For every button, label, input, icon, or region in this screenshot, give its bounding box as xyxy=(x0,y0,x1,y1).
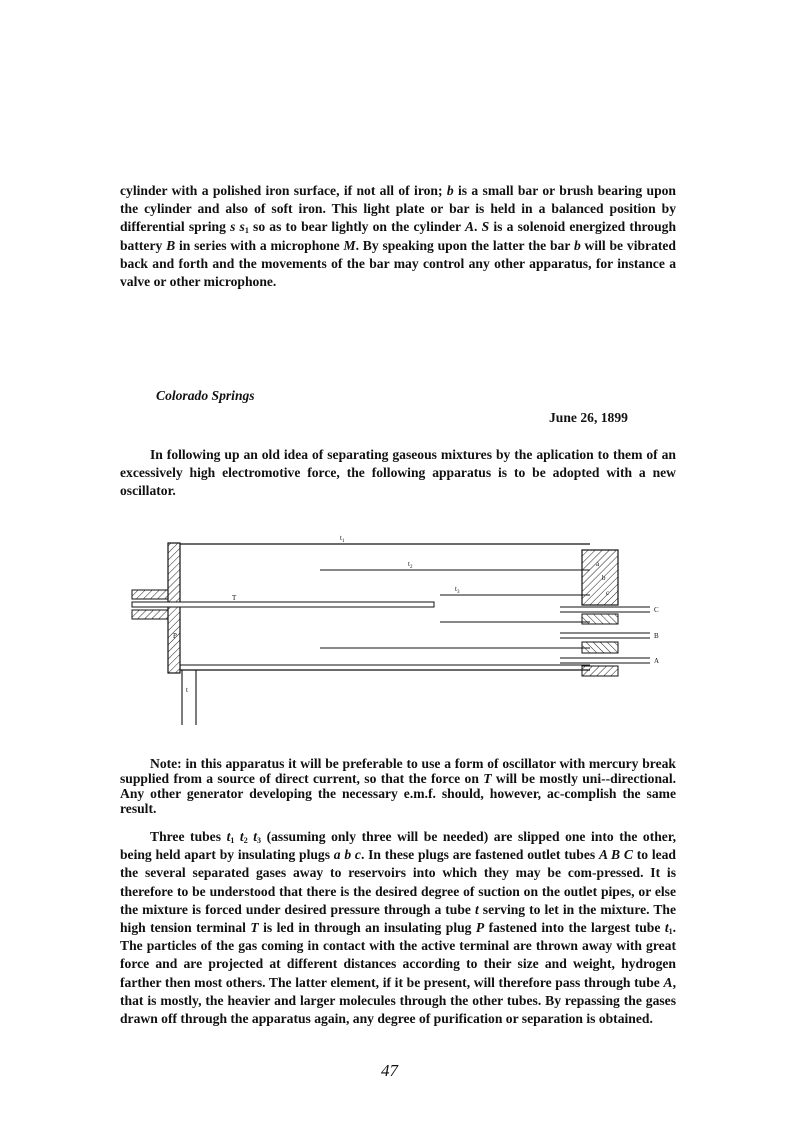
variable-b: b xyxy=(573,237,581,253)
subscript: 1 xyxy=(668,927,673,937)
paragraph-cylinder-description xyxy=(120,182,676,291)
label-outlet-A: A xyxy=(654,657,660,665)
variable-t: t xyxy=(226,829,231,844)
variable-abc: a b c xyxy=(333,847,361,863)
variable-s: s s xyxy=(230,219,245,235)
text-run: in series with a microphone xyxy=(175,237,344,253)
subscript: 1 xyxy=(230,836,235,845)
gas-separator-diagram xyxy=(120,530,680,730)
entry-place: Colorado Springs xyxy=(156,388,255,403)
text-run: . By speaking upon the latter the bar xyxy=(355,237,574,253)
paragraph-three-tubes xyxy=(120,828,676,1028)
variable-A: A xyxy=(663,974,673,990)
variable-ABC: A B C xyxy=(598,847,633,863)
label-outlet-C: C xyxy=(654,606,659,614)
text-run: . The particles of the gas coming in contact with the active terminal are thrown away with great force and are projected at different distances according to their size and weight, hydrogen farther then most others. The latter element, if it be present, will therefore pass through tube xyxy=(120,920,677,990)
label-b: b xyxy=(602,574,606,582)
subscript: 1 xyxy=(244,226,249,236)
subscript: 3 xyxy=(257,836,262,845)
label-outlet-B: B xyxy=(654,632,659,640)
label-c: c xyxy=(606,589,610,597)
label-P: P xyxy=(173,632,177,640)
text-run: is a small bar or brush bearing upon the cylinder and also of soft iron. This light plate or bar is held in a balanced position by differential spring xyxy=(120,183,676,235)
label-t1: $t_1$ xyxy=(340,534,345,544)
label-t: t xyxy=(186,686,188,694)
note-heading: Note: xyxy=(150,756,182,771)
text-run: will be mostly uni--directional. Any other generator developing the necessary e.m.f. should, however, ac-complish the same result. xyxy=(120,771,677,816)
text-run: serving to let in the mixture. The high tension terminal xyxy=(120,901,676,936)
text-run: is a solenoid energized through battery xyxy=(120,219,677,253)
page-number: 47 xyxy=(381,1061,398,1080)
variable-t: t xyxy=(474,901,479,917)
text-run: . In these plugs are fastened outlet tubes xyxy=(360,847,599,863)
label-t3: $t_3$ xyxy=(455,585,460,595)
insulating-collar-upper xyxy=(132,590,168,599)
variable-t: t xyxy=(239,829,244,844)
text-run: is led in through an insulating plug xyxy=(258,920,476,936)
label-t2: $t_2$ xyxy=(408,560,413,570)
insulating-collar-lower xyxy=(132,610,168,619)
text-run: (assuming only three will be needed) are slipped one into the other, being held apart by insulating plugs xyxy=(120,829,677,863)
subscript: 2 xyxy=(243,836,248,845)
variable-A: A xyxy=(464,219,475,235)
text-run: , that is mostly, the heavier and larger molecules through the other tubes. By repassing the gases drawn off through the apparatus again, any degree of purification or separation is obtained. xyxy=(120,974,676,1027)
text-run: . xyxy=(474,219,482,235)
text-run: to lead the several separated gases away to reservoirs into which they may be com-pressed. It is therefore to be understood that there is the desired degree of suction on the outlet pipes, or else the mixture is forced under desired pressure through a tube xyxy=(120,847,676,917)
terminal-T xyxy=(132,602,434,607)
variable-T: T xyxy=(250,920,259,936)
plug-lower xyxy=(582,666,618,676)
variable-P: P xyxy=(475,920,485,936)
paragraph-note xyxy=(120,756,676,816)
label-a: a xyxy=(596,560,600,568)
plug-c xyxy=(582,642,618,653)
label-T: T xyxy=(232,594,237,602)
plug-P xyxy=(168,543,180,673)
variable-T: T xyxy=(483,771,492,786)
text-run: in this apparatus it will be preferable to use a form of oscillator with mercury break supplied from a source of direct current, so that the force on xyxy=(120,756,676,786)
text-run: so as to bear lightly on the cylinder xyxy=(248,219,465,235)
text-run: Three tubes xyxy=(150,829,227,844)
text-run: will be vibrated back and forth and the movements of the bar may control any other apparatus, for instance a valve or other microphone. xyxy=(120,237,676,290)
variable-t: t xyxy=(253,829,258,844)
entry-date: June 26, 1899 xyxy=(549,410,628,425)
variable-S: S xyxy=(481,219,490,235)
plug-b xyxy=(582,614,618,624)
text-run: cylinder with a polished iron surface, if not all of iron; xyxy=(120,183,447,198)
variable-t: t xyxy=(664,920,669,936)
variable-B: B xyxy=(166,237,176,253)
variable-b: b xyxy=(446,183,454,198)
plug-a xyxy=(582,550,618,605)
text-run: fastened into the largest tube xyxy=(484,920,665,936)
variable-M: M xyxy=(343,237,356,253)
paragraph-intro: In following up an old idea of separating gaseous mixtures by the aplication to them of an excessively high electromotive force, the following apparatus is to be adopted with a new oscillator. xyxy=(120,447,676,499)
